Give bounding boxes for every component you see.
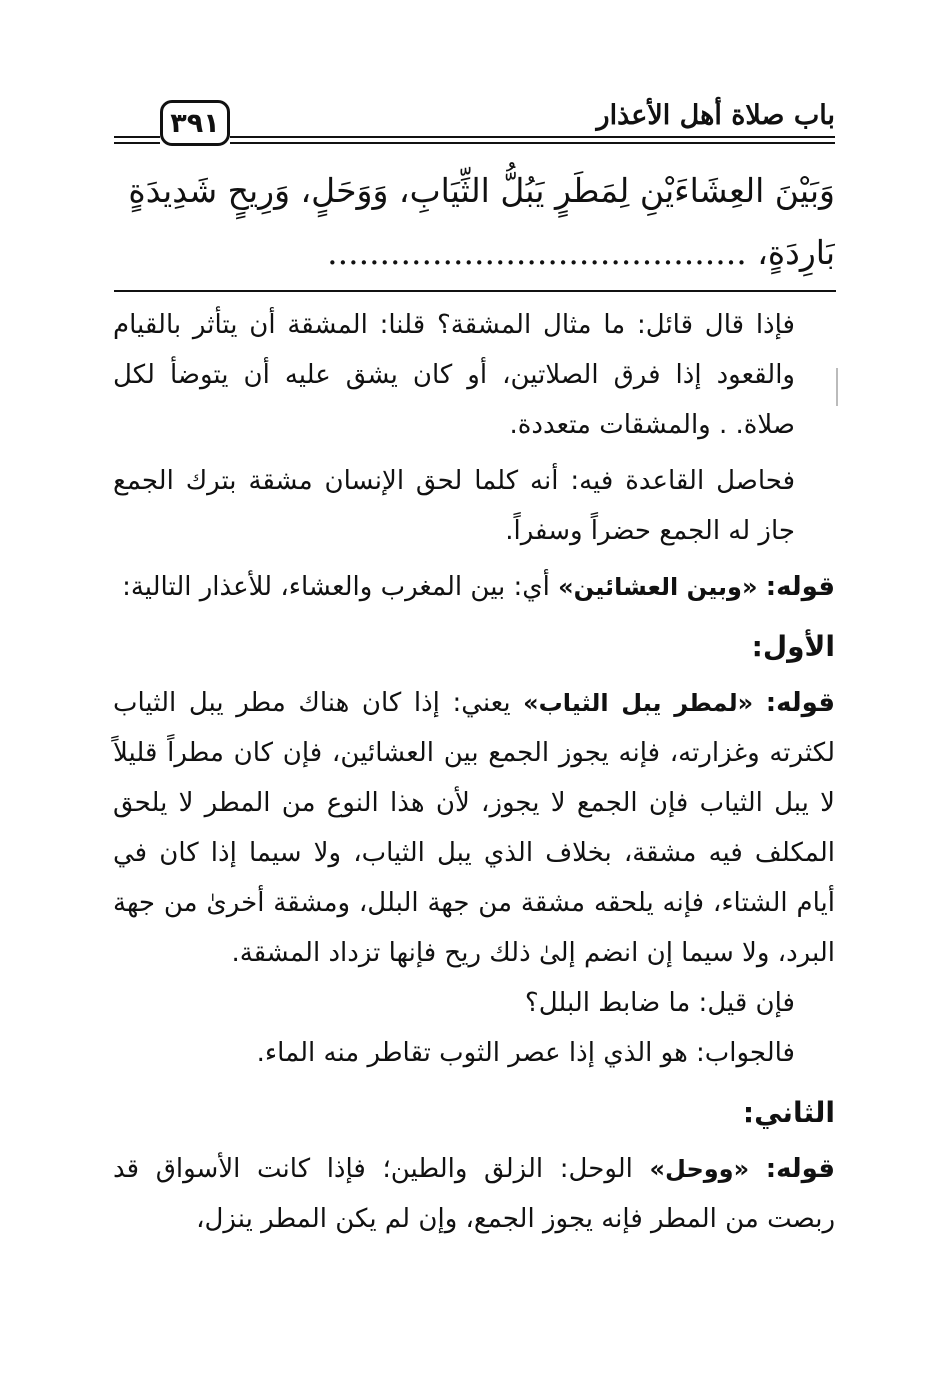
header-rule-right-2 bbox=[230, 142, 835, 144]
paragraph-3 bbox=[113, 562, 835, 612]
quoted-matn: «لمطر يبل الثياب» bbox=[523, 689, 754, 717]
qawluh-label: قوله: bbox=[765, 688, 836, 718]
paragraph-4-text: يعني: إذا كان هناك مطر يبل الثياب لكثرته وغزارته، فإنه يجوز الجمع بين العشائين، فإن كان مطراً قليلاً لا يبل الثياب فإن الجمع لا يجوز، لأن هذا النوع من المطر لا يلحق المكلف فيه مشقة، بخلاف الذي يبل الثياب، ولا سيما إذا كان في أيام الشتاء، فإنه يلحقه مشقة من جهة البلل، ومشقة أخرىٰ من جهة البرد، ولا سيما إن انضم إلىٰ ذلك ريح فإنها تزداد المشقة. bbox=[113, 688, 835, 968]
qawluh-label: قوله: bbox=[765, 572, 835, 602]
paragraph-7-text: الوحل: الزلق والطين؛ فإذا كانت الأسواق قد ربصت من المطر فإنه يجوز الجمع، وإن لم يكن المطر ينزل، bbox=[113, 1154, 835, 1234]
paragraph-7 bbox=[113, 1144, 835, 1244]
quoted-matn: «ووحل» bbox=[649, 1155, 750, 1183]
paragraph-4 bbox=[113, 678, 835, 978]
margin-mark bbox=[836, 368, 838, 406]
header-rule-left-2 bbox=[114, 142, 160, 144]
matn-line-2: بَارِدَةٍ، ........................................ bbox=[327, 233, 835, 272]
page-number: ٣٩١ bbox=[160, 100, 230, 146]
matn-line-1: وَبَيْنَ العِشَاءَيْنِ لِمَطَرٍ يَبُلُّ الثِّيَابِ، وَوَحَلٍ، وَرِيحٍ شَدِيدَةٍ bbox=[128, 171, 835, 210]
paragraph-2: فحاصل القاعدة فيه: أنه كلما لحق الإنسان مشقة بترك الجمع جاز له الجمع حضراً وسفراً. bbox=[113, 466, 795, 546]
paragraph-1: فإذا قال قائل: ما مثال المشقة؟ قلنا: المشقة أن يتأثر بالقيام والقعود إذا فرق الصلاتين، أو كان يشق عليه أن يتوضأ لكل صلاة. . والمشقات متعددة. bbox=[113, 310, 795, 440]
matn-separator bbox=[114, 290, 836, 292]
matn-text bbox=[115, 160, 835, 284]
header-rule-left bbox=[114, 136, 160, 138]
quoted-matn: «وبين العشائين» bbox=[558, 573, 758, 601]
header-rule-right bbox=[230, 136, 835, 138]
chapter-title: باب صلاة أهل الأعذار bbox=[596, 100, 835, 131]
paragraph-5: فإن قيل: ما ضابط البلل؟ bbox=[524, 988, 795, 1018]
paragraph-6: فالجواب: هو الذي إذا عصر الثوب تقاطر منه الماء. bbox=[256, 1038, 795, 1068]
commentary bbox=[113, 300, 835, 1244]
paragraph-3-text: أي: بين المغرب والعشاء، للأعذار التالية: bbox=[122, 572, 559, 602]
section-heading-first: الأول: bbox=[751, 630, 835, 663]
qawluh-label: قوله: bbox=[765, 1154, 835, 1184]
section-heading-second: الثاني: bbox=[742, 1096, 835, 1129]
